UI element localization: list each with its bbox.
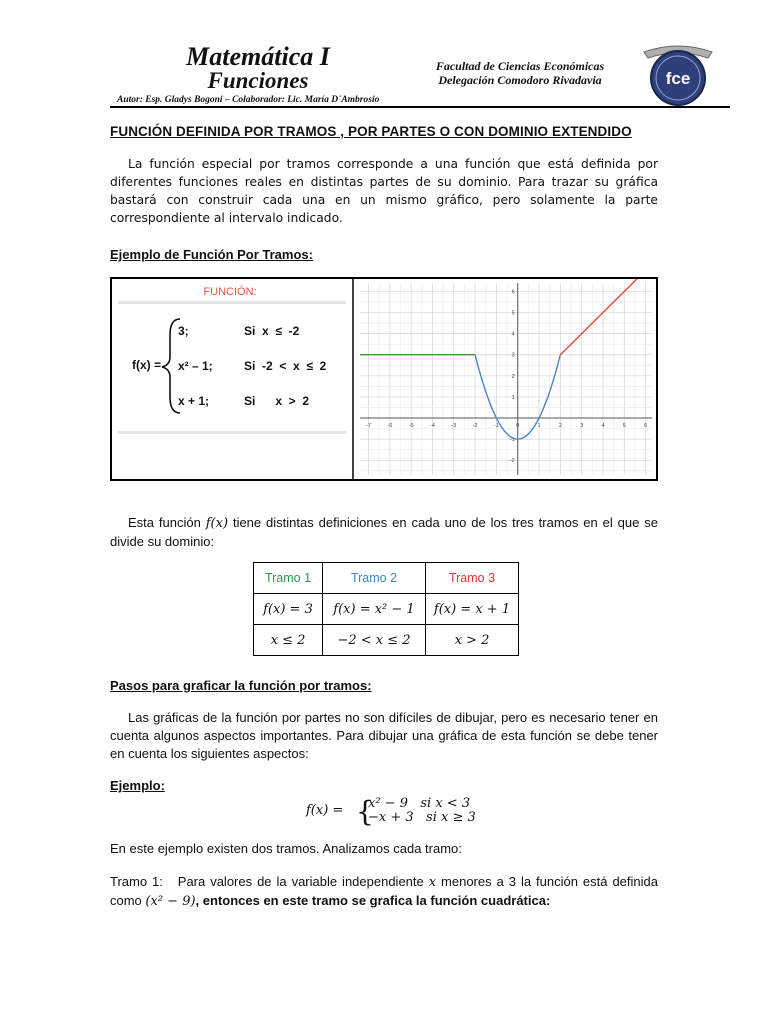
figure-row-1-expr: 3; (178, 324, 189, 338)
tramo-2-header: Tramo 2 (323, 563, 426, 594)
authors-line: Autor: Esp. Gladys Bogoni – Colaborador: Lic. María D´Ambrosio (117, 95, 380, 105)
tramo-1-text-b: menores a 3 la función está definida como (110, 874, 658, 908)
x-tick-label: 1 (537, 423, 541, 430)
intro-paragraph: La función especial por tramos corresponde a una función que está definida por diferentes funciones reales en distintas partes de su dominio. Para trazar su gráfica bastará con construir cada una en un mismo gráfico, pero solamente la parte correspondiente al intervalo indicado. (110, 157, 658, 225)
x-tick-label: 5 (622, 423, 626, 430)
function-description (110, 514, 658, 551)
y-tick-label: 2 (511, 373, 515, 380)
example-figure (110, 277, 658, 481)
example-heading: Ejemplo de Función Por Tramos: (110, 247, 313, 262)
formula-line-2: −x + 3 si x ≥ 3 (368, 810, 476, 825)
y-tick-label: 4 (511, 331, 515, 338)
steps-heading: Pasos para graficar la función por tramos: (110, 678, 372, 693)
figure-row-3-expr: x + 1; (178, 394, 210, 408)
tramos-intro: En este ejemplo existen dos tramos. Analizamos cada tramo: (110, 841, 462, 856)
x-tick-label: -5 (408, 423, 414, 430)
tramo-2-domain: −2 < x ≤ 2 (323, 625, 426, 656)
x-tick-label: 3 (580, 423, 584, 430)
y-tick-label: 1 (511, 394, 515, 401)
tramo-1-text-c: , entonces en este tramo se grafica la función cuadrática: (195, 893, 551, 908)
x-tick-label: -1 (493, 423, 499, 430)
y-tick-label: -1 (509, 437, 515, 444)
p1-start: Esta función (128, 515, 201, 530)
x-tick-label: -2 (472, 423, 478, 430)
x-tick-label: 0 (516, 423, 520, 430)
y-tick-label: 5 (511, 310, 515, 317)
steps-paragraph: Las gráficas de la función por partes no son difíciles de dibujar, pero es necesario tener en cuenta algunos aspectos importantes. Para dibujar una gráfica de esta función se debe tener en cuenta los siguientes aspectos: (110, 710, 658, 761)
piecewise-graph (360, 279, 652, 475)
tramo-1-text-a: Para valores de la variable independiente (177, 874, 424, 889)
figure-row-2-cond: Si -2 < x ≤ 2 (244, 359, 327, 373)
p1-end: tiene distintas definiciones en cada uno de los tres tramos en el que se divide su dominio: (110, 515, 658, 549)
formula-brace: { (356, 795, 374, 828)
tramo-3-domain: x > 2 (426, 625, 519, 656)
tramo-1-expr: (x² − 9) (145, 894, 196, 909)
tramo-1-label: Tramo 1: (110, 874, 163, 889)
tramo-1-rule: f(x) = 3 (254, 594, 323, 625)
tramo-3-rule: f(x) = x + 1 (426, 594, 519, 625)
faculty-name: Facultad de Ciencias Económicas (435, 59, 605, 73)
series-line-3 (560, 279, 652, 355)
tramo-3-header: Tramo 3 (426, 563, 519, 594)
x-tick-label: 6 (644, 423, 648, 430)
figure-fx: f(x) = (132, 358, 162, 372)
y-tick-label: 3 (511, 352, 515, 359)
section-title: FUNCIÓN DEFINIDA POR TRAMOS , POR PARTES O CON DOMINIO EXTENDIDO (110, 124, 632, 139)
fce-logo-icon (640, 42, 716, 106)
x-tick-label: -6 (387, 423, 393, 430)
figure-row-3-cond: Si x > 2 (244, 394, 310, 408)
header-divider (110, 106, 730, 108)
x-tick-label: 4 (601, 423, 605, 430)
formula-line-1: x² − 9 si x < 3 (368, 796, 471, 811)
tramo-2-rule: f(x) = x² − 1 (323, 594, 426, 625)
document-title: Matemática I (186, 42, 330, 71)
x-tick-label: 2 (558, 423, 562, 430)
document-subtitle: Funciones (207, 68, 309, 93)
y-tick-label: 6 (511, 289, 515, 296)
figure-label: FUNCIÓN: (203, 286, 257, 298)
ejemplo-heading: Ejemplo: (110, 778, 165, 793)
tramo-1-var: x (428, 875, 437, 890)
y-tick-label: -2 (509, 458, 515, 465)
x-tick-label: -4 (430, 423, 435, 430)
figure-row-1-cond: Si x ≤ -2 (244, 324, 300, 338)
tramo-1-header: Tramo 1 (254, 563, 323, 594)
formula-lhs: f(x) = (306, 803, 344, 818)
x-tick-label: -7 (366, 423, 371, 430)
p1-fx: f(x) (205, 516, 229, 531)
figure-row-2-expr: x² – 1; (178, 359, 213, 373)
tramos-table (253, 562, 519, 656)
faculty-delegation: Delegación Comodoro Rivadavia (438, 73, 602, 87)
tramo-1-domain: x ≤ 2 (254, 625, 323, 656)
tramo-1-paragraph (110, 873, 658, 911)
logo-text: fce (665, 69, 691, 88)
x-tick-label: -3 (451, 423, 457, 430)
